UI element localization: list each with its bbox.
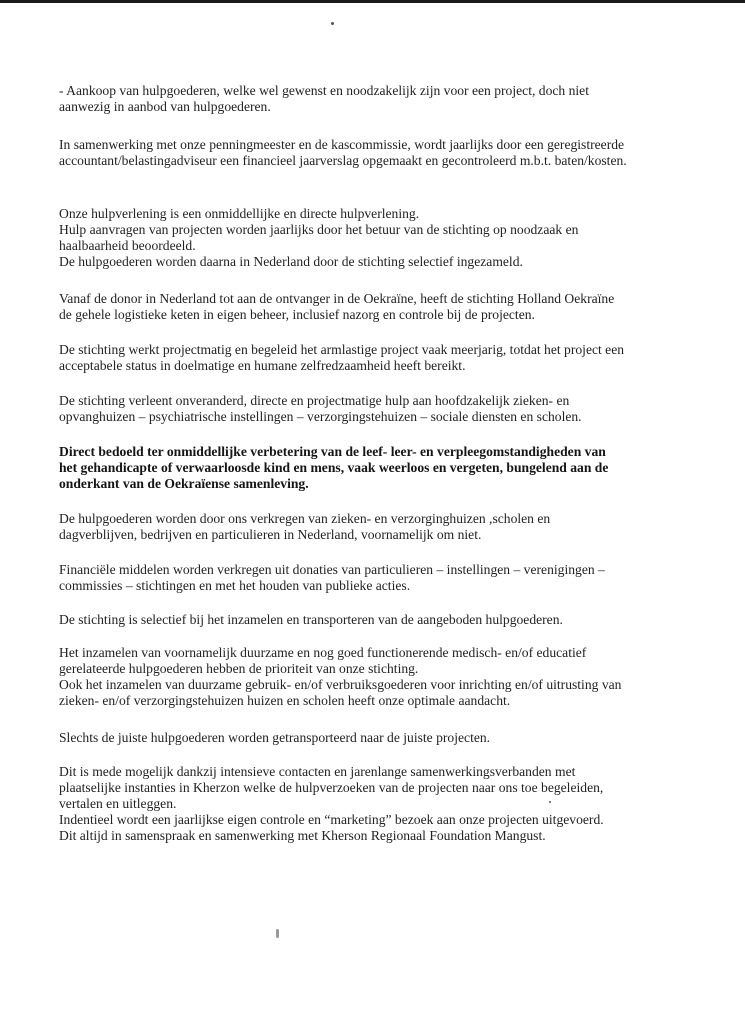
paragraph-mission-statement: Direct bedoeld ter onmiddellijke verbetering van de leef- leer- en verpleegomstandigheden van het gehandicapte of verwaarloosde kind en mens, vaak weerloos en vergeten, bungelend aan de onderkant van de Oekraïense samenleving. bbox=[59, 444, 609, 491]
paragraph-project-guidance: De stichting werkt projectmatig en begeleid het armlastige project vaak meerjarig, totdat het project een acceptabele status in doelmatige en humane zelfredzaamheid heeft bereikt. bbox=[59, 342, 625, 373]
paragraph-correct-goods: Slechts de juiste hulpgoederen worden getransporteerd naar de juiste projecten. bbox=[59, 730, 491, 745]
paragraph-selective-collection: De stichting is selectief bij het inzamelen en transporteren van de aangeboden hulpgoederen. bbox=[59, 612, 563, 627]
paragraph-goods-sources: De hulpgoederen worden door ons verkregen van zieken- en verzorginghuizen ,scholen en dagverblijven, bedrijven en particulieren in Nederland, voornamelijk om niet. bbox=[59, 511, 551, 542]
paragraph-local-partners: Dit is mede mogelijk dankzij intensieve contacten en jarenlange samenwerkingsverbanden met plaatselijke instanties in Kherzon welke de hulpverzoeken van de projecten naar ons toe begeleiden, vertalen en uitleggen. Indentieel wordt een jaarlijkse eigen controle en “marketing” bezoek aan onze projecten uitgevoerd. Dit altijd in samenspraak en samenwerking met Kherson Regionaal Foundation Mangust. bbox=[59, 764, 604, 843]
paragraph-collection-priorities: Het inzamelen van voornamelijk duurzame en nog goed functionerende medisch- en/of educatief gerelateerde hulpgoederen hebben de prioriteit van onze stichting. Ook het inzamelen van duurzame gebruik- en/of verbruiksgoederen voor inrichting en/of uitrusting van zieken- en/of verzorgingstehuizen huizen en scholen heeft onze optimale aandacht. bbox=[59, 645, 622, 708]
paragraph-aid-approach: Onze hulpverlening is een onmiddellijke en directe hulpverlening. Hulp aanvragen van projecten worden jaarlijks door het betuur van de stichting op noodzaak en haalbaarheid beoordeeld. De hulpgoederen worden daarna in Nederland door de stichting selectief ingezameld. bbox=[59, 206, 579, 269]
scan-top-edge bbox=[0, 0, 745, 3]
paragraph-target-institutions: De stichting verleent onveranderd, directe en projectmatige hulp aan hoofdzakelijk zieken- en opvanghuizen – psychiatrische instellingen – verzorgingstehuizen – sociale diensten en scholen. bbox=[59, 393, 582, 424]
paragraph-logistics: Vanaf de donor in Nederland tot aan de ontvanger in de Oekraïne, heeft de stichting Holland Oekraïne de gehele logistieke keten in eigen beheer, inclusief nazorg en controle bij de projecten. bbox=[59, 291, 615, 322]
scan-speck bbox=[331, 22, 334, 25]
paragraph-annual-report: In samenwerking met onze penningmeester en de kascommissie, wordt jaarlijks door een geregistreerde accountant/belastingadviseur een financieel jaarverslag opgemaakt en gecontroleerd m.b.t. baten/kosten. bbox=[59, 137, 627, 168]
paragraph-purchase: - Aankoop van hulpgoederen, welke wel gewenst en noodzakelijk zijn voor een project, doch niet aanwezig in aanbod van hulpgoederen. bbox=[59, 83, 589, 114]
paragraph-financial-means: Financiële middelen worden verkregen uit donaties van particulieren – instellingen – verenigingen – commissies – stichtingen en met het houden van publieke acties. bbox=[59, 562, 605, 593]
scan-speck bbox=[276, 929, 279, 938]
